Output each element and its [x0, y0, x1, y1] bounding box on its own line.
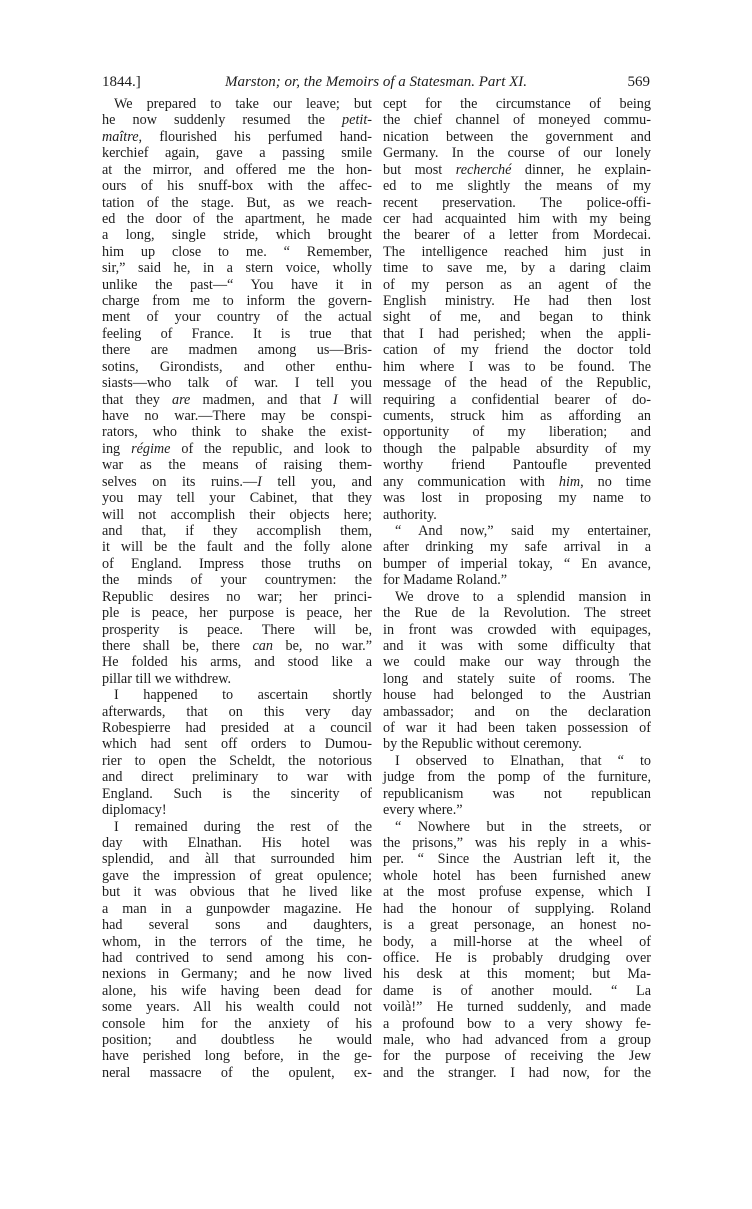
- text-line: ambassador; and on the declaration: [383, 703, 651, 720]
- text-line: whom, in the terrors of the time, he: [102, 933, 372, 950]
- text-line: of my person as an agent of the: [383, 276, 651, 293]
- text-line: a profound bow to a very showy fe-: [383, 1015, 651, 1032]
- text-line: is a great personage, an honest no-: [383, 917, 651, 934]
- text-line: per. “ Since the Austrian left it, the: [383, 851, 651, 868]
- text-line: body, a mill-horse at the wheel of: [383, 933, 651, 950]
- text-line: the chief channel of moneyed commu-: [383, 112, 651, 129]
- italic-text: are: [171, 391, 191, 408]
- text-line: Republic desires no war; her princi-: [102, 588, 372, 605]
- text-segment: dinner, he explain-: [511, 161, 651, 178]
- italic-text: can: [252, 637, 273, 654]
- text-line: but it was obvious that he lived like: [102, 884, 372, 901]
- text-line: [102, 129, 372, 145]
- italic-text: him: [558, 473, 581, 490]
- text-segment: but most: [383, 161, 456, 178]
- page-number: 569: [627, 74, 650, 90]
- text-line: cer had acquainted him with my being: [383, 210, 651, 227]
- text-line: and the stranger. I had now, for the: [383, 1064, 651, 1081]
- text-line: time to save me, by a daring claim: [383, 260, 651, 277]
- text-line: diplomacy!: [102, 802, 167, 819]
- text-line: a man in a gunpowder magazine. He: [102, 900, 372, 917]
- text-line: for Madame Roland.”: [383, 572, 508, 589]
- text-line: charge from me to inform the govern-: [102, 293, 372, 310]
- running-header: [102, 74, 650, 94]
- text-line: alone, his wife having been dead for: [102, 982, 372, 999]
- text-line: some years. All his wealth could not: [102, 999, 372, 1016]
- text-line: neral massacre of the opulent, ex-: [102, 1064, 372, 1081]
- text-line: message of the head of the Republic,: [383, 375, 651, 392]
- text-line: ed to me slightly the means of my: [383, 178, 651, 195]
- text-line: siasts—who talk of war. I tell you: [102, 375, 372, 392]
- text-line: ment of your country of the actual: [102, 309, 372, 326]
- text-line: [102, 112, 372, 128]
- text-line: have perished long before, in the ge-: [102, 1048, 372, 1065]
- text-line: prosperity is peace. There will be,: [102, 621, 372, 638]
- text-line: cuments, struck him as affording an: [383, 408, 651, 425]
- text-line: “ And now,” said my entertainer,: [395, 522, 651, 539]
- italic-text: I: [333, 391, 338, 408]
- text-line: was lost in proposing my name to: [383, 490, 651, 507]
- text-line: feeling of France. It is true that: [102, 325, 372, 342]
- text-line: “ Nowhere but in the streets, or: [395, 818, 651, 835]
- text-line: We drove to a splendid mansion in: [395, 588, 651, 605]
- text-line: his desk at this moment; but Ma-: [383, 966, 651, 983]
- text-line: dame is of another mould. “ La: [383, 982, 651, 999]
- text-line: He folded his arms, and stood like a: [102, 654, 372, 671]
- text-line: male, who had advanced from a group: [383, 1032, 651, 1049]
- text-line: though the palpable absurdity of my: [383, 440, 651, 457]
- text-line: the bearer of a letter from Mordecai.: [383, 227, 651, 244]
- text-line: him up close to me. “ Remember,: [102, 243, 372, 260]
- text-line: nication between the government and: [383, 128, 651, 145]
- text-line: [383, 162, 651, 178]
- text-line: him where I was to be found. The: [383, 358, 651, 375]
- text-line: splendid, and àll that surrounded him: [102, 851, 372, 868]
- text-segment: any communication with: [383, 473, 559, 490]
- text-line: Robespierre had presided at a council: [102, 720, 372, 737]
- text-line: tation of the stage. But, as we reach-: [102, 194, 372, 211]
- text-line: ours of his snuff-box with the affec-: [102, 178, 372, 195]
- text-line: of war it had been taken possession of: [383, 720, 651, 737]
- right-column: [383, 96, 651, 1081]
- text-line: I observed to Elnathan, that “ to: [395, 752, 651, 769]
- text-line: for the purpose of receiving the Jew: [383, 1048, 651, 1065]
- text-line: at the mirror, and offered me the hon-: [102, 161, 372, 178]
- text-line: opportunity of my liberation; and: [383, 424, 651, 441]
- text-line: sotins, Girondists, and other enthu-: [102, 358, 372, 375]
- text-line: judge from the pomp of the furniture,: [383, 769, 651, 786]
- text-line: you may tell your Cabinet, that they: [102, 490, 372, 507]
- text-line: voilà!” He turned suddenly, and made: [383, 999, 651, 1016]
- text-line: gave the impression of great opulence;: [102, 867, 372, 884]
- text-segment: , no time: [580, 473, 651, 490]
- text-line: it will be the fault and the folly alone: [102, 539, 372, 556]
- text-line: [102, 392, 372, 408]
- text-segment: he now suddenly resumed the: [102, 112, 343, 129]
- text-line: requiring a confidential bearer of do-: [383, 391, 651, 408]
- text-line: the prisons,” was his reply in a whis-: [383, 834, 651, 851]
- text-line: [102, 441, 372, 457]
- text-line: Germany. In the course of our lonely: [383, 145, 651, 162]
- text-line: rier to open the Scheldt, the notorious: [102, 752, 372, 769]
- text-line: day with Elnathan. His hotel was: [102, 834, 372, 851]
- text-line: rators, who think to shake the exist-: [102, 424, 372, 441]
- text-line: have no war.—There may be conspi-: [102, 408, 372, 425]
- text-line: republicanism was not republican: [383, 785, 651, 802]
- text-line: unlike the past—“ You have it in: [102, 276, 372, 293]
- text-line: whole hotel has been furnished anew: [383, 867, 651, 884]
- text-line: every where.”: [383, 802, 463, 819]
- text-line: We prepared to take our leave; but: [114, 96, 372, 112]
- text-line: we could make our way through the: [383, 654, 651, 671]
- text-line: authority.: [383, 506, 437, 523]
- text-line: [383, 474, 651, 490]
- text-line: long and stately suite of rooms. The: [383, 670, 651, 687]
- italic-text: petit-: [342, 112, 372, 129]
- text-line: house had belonged to the Austrian: [383, 687, 651, 704]
- italic-text: I: [257, 473, 262, 490]
- text-segment: will: [337, 391, 372, 408]
- text-line: and direct preliminary to war with: [102, 769, 372, 786]
- text-line: office. He is probably drudging over: [383, 949, 651, 966]
- text-line: the Rue de la Revolution. The street: [383, 605, 651, 622]
- text-line: war as the means of raising them-: [102, 457, 372, 474]
- text-line: sir,” said he, in a stern voice, wholly: [102, 260, 372, 277]
- text-line: The intelligence reached him just in: [383, 243, 651, 260]
- text-line: and it was with some difficulty that: [383, 637, 651, 654]
- text-line: cept for the circumstance of being: [383, 96, 651, 112]
- text-line: [102, 474, 372, 490]
- text-line: recent preservation. The police-offi-: [383, 194, 651, 211]
- text-line: a long, single stride, which brought: [102, 227, 372, 244]
- text-segment: there shall be, there: [102, 637, 253, 654]
- text-line: of England. Impress those truths on: [102, 555, 372, 572]
- text-line: that I had perished; when the appli-: [383, 325, 651, 342]
- text-segment: of the republic, and look to: [170, 440, 372, 457]
- text-line: [102, 638, 372, 654]
- text-line: at the most profuse expense, which I: [383, 884, 651, 901]
- text-line: the minds of your countrymen: the: [102, 572, 372, 589]
- text-line: pillar till we withdrew.: [102, 670, 232, 687]
- text-segment: tell you, and: [261, 473, 373, 490]
- italic-text: maître: [102, 128, 139, 145]
- italic-text: recherché: [455, 161, 512, 178]
- text-segment: madmen, and that: [190, 391, 334, 408]
- text-line: afterwards, that on this very day: [102, 703, 372, 720]
- text-line: ed the door of the apartment, he made: [102, 210, 372, 227]
- text-segment: ing: [102, 440, 132, 457]
- text-line: ple is peace, her purpose is peace, her: [102, 605, 372, 622]
- text-line: will not accomplish their objects here;: [102, 506, 372, 523]
- text-line: in front was crowded with equipages,: [383, 621, 651, 638]
- text-line: had the honour of supplying. Roland: [383, 900, 651, 917]
- left-column: [102, 96, 372, 1081]
- text-line: bumper of imperial tokay, “ En avance,: [383, 555, 651, 572]
- italic-text: régime: [131, 440, 171, 457]
- text-line: worthy friend Pantoufle prevented: [383, 457, 651, 474]
- text-segment: that they: [102, 391, 172, 408]
- text-line: position; and doubtless he would: [102, 1032, 372, 1049]
- text-line: there are madmen among us—Bris-: [102, 342, 372, 359]
- text-line: kerchief again, gave a passing smile: [102, 145, 372, 162]
- text-line: after drinking my safe arrival in a: [383, 539, 651, 556]
- text-line: I remained during the rest of the: [114, 818, 372, 835]
- text-line: cation of my friend the doctor told: [383, 342, 651, 359]
- text-line: English ministry. He had then lost: [383, 293, 651, 310]
- header-year: 1844.]: [102, 74, 141, 90]
- text-line: had contrived to send among his con-: [102, 949, 372, 966]
- text-line: by the Republic without ceremony.: [383, 736, 582, 753]
- text-segment: selves on its ruins.—: [102, 473, 258, 490]
- text-line: and that, if they accomplish them,: [102, 522, 372, 539]
- text-line: England. Such is the sincerity of: [102, 785, 372, 802]
- text-line: sight of me, and began to think: [383, 309, 651, 326]
- text-segment: , flourished his perfumed hand-: [138, 128, 372, 145]
- text-line: I happened to ascertain shortly: [114, 687, 372, 704]
- text-line: which had sent off orders to Dumou-: [102, 736, 372, 753]
- text-line: nexions in Germany; and he now lived: [102, 966, 372, 983]
- text-line: had several sons and daughters,: [102, 917, 372, 934]
- header-title: Marston; or, the Memoirs of a Statesman. Part XI.: [224, 74, 528, 90]
- text-line: console him for the anxiety of his: [102, 1015, 372, 1032]
- text-segment: be, no war.”: [273, 637, 372, 654]
